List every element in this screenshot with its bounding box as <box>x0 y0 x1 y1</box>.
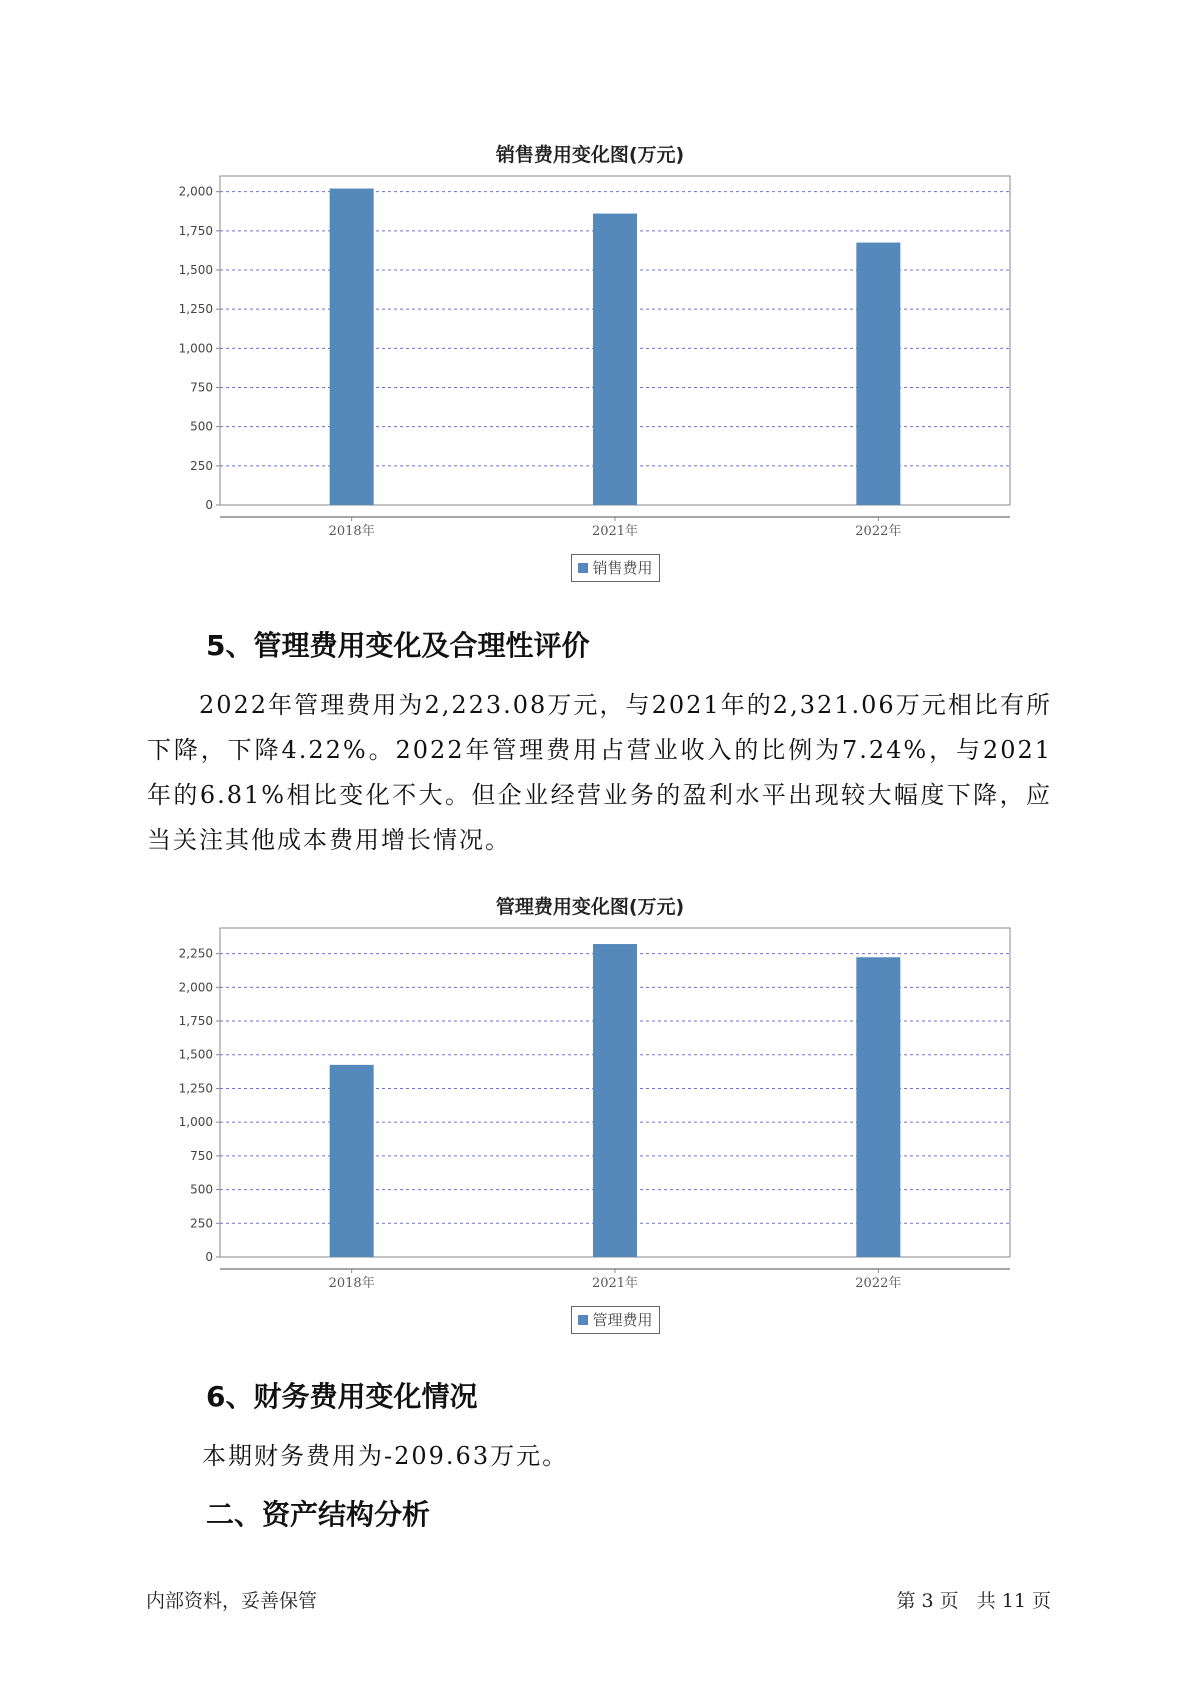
section-5-paragraph: 2022年管理费用为2,223.08万元，与2021年的2,321.06万元相比有所下降，下降4.22%。2022年管理费用占营业收入的比例为7.24%，与2021年的6.81%相比变化不大。但企业经营业务的盈利水平出现较大幅度下降，应当关注其他成本费用增长情况。 <box>147 691 1052 854</box>
y-tick-label: 1,000 <box>178 341 213 356</box>
chart-title: 管理费用变化图(万元) <box>495 896 685 918</box>
footer-page-number: 第 3 页 共 11 页 <box>896 1590 1051 1612</box>
sales-expense-chart <box>160 140 1020 595</box>
y-tick-label: 750 <box>190 1148 213 1163</box>
y-tick-label: 0 <box>205 498 213 512</box>
section-heading-two: 二、资产结构分析 <box>206 1498 431 1531</box>
chart-plot <box>160 170 1020 570</box>
bar <box>330 1065 374 1257</box>
legend-label: 管理费用 <box>592 1311 653 1329</box>
y-tick-label: 1,250 <box>178 1081 213 1096</box>
bar <box>856 243 900 505</box>
y-tick-label: 1,750 <box>178 223 213 238</box>
y-tick-label: 2,000 <box>178 184 213 199</box>
y-tick-label: 250 <box>190 458 213 473</box>
y-tick-label: 1,000 <box>178 1115 213 1130</box>
chart-legend <box>571 1306 660 1334</box>
x-tick-label: 2018年 <box>328 524 375 539</box>
bar <box>593 944 637 1257</box>
y-tick-label: 500 <box>190 1182 213 1197</box>
y-tick-label: 2,250 <box>178 946 213 961</box>
y-tick-label: 750 <box>190 380 213 395</box>
section-heading-6: 6、财务费用变化情况 <box>206 1380 478 1413</box>
bar <box>856 957 900 1257</box>
y-tick-label: 250 <box>190 1216 213 1231</box>
bar <box>330 189 374 505</box>
legend-label: 销售费用 <box>592 559 653 577</box>
x-tick-label: 2022年 <box>855 524 902 539</box>
chart-title: 销售费用变化图(万元) <box>495 144 685 166</box>
legend-swatch <box>578 563 588 573</box>
y-tick-label: 1,750 <box>178 1014 213 1029</box>
y-tick-label: 0 <box>205 1250 213 1264</box>
chart-plot <box>160 922 1020 1322</box>
bar <box>593 214 637 505</box>
y-tick-label: 1,500 <box>178 263 213 277</box>
footer-confidential-note: 内部资料，妥善保管 <box>146 1590 318 1612</box>
y-tick-label: 1,500 <box>178 1047 213 1062</box>
x-tick-label: 2021年 <box>591 1276 639 1291</box>
section-6-paragraph: 本期财务费用为-209.63万元。 <box>202 1442 569 1470</box>
legend-swatch <box>578 1315 588 1325</box>
y-tick-label: 2,000 <box>178 980 213 995</box>
x-tick-label: 2018年 <box>328 1276 375 1291</box>
y-tick-label: 500 <box>190 419 213 434</box>
x-tick-label: 2022年 <box>855 1276 902 1291</box>
x-tick-label: 2021年 <box>591 524 639 539</box>
admin-expense-chart <box>160 892 1020 1347</box>
section-heading-5: 5、管理费用变化及合理性评价 <box>206 629 590 662</box>
chart-legend <box>571 554 660 582</box>
y-tick-label: 1,250 <box>178 302 213 317</box>
